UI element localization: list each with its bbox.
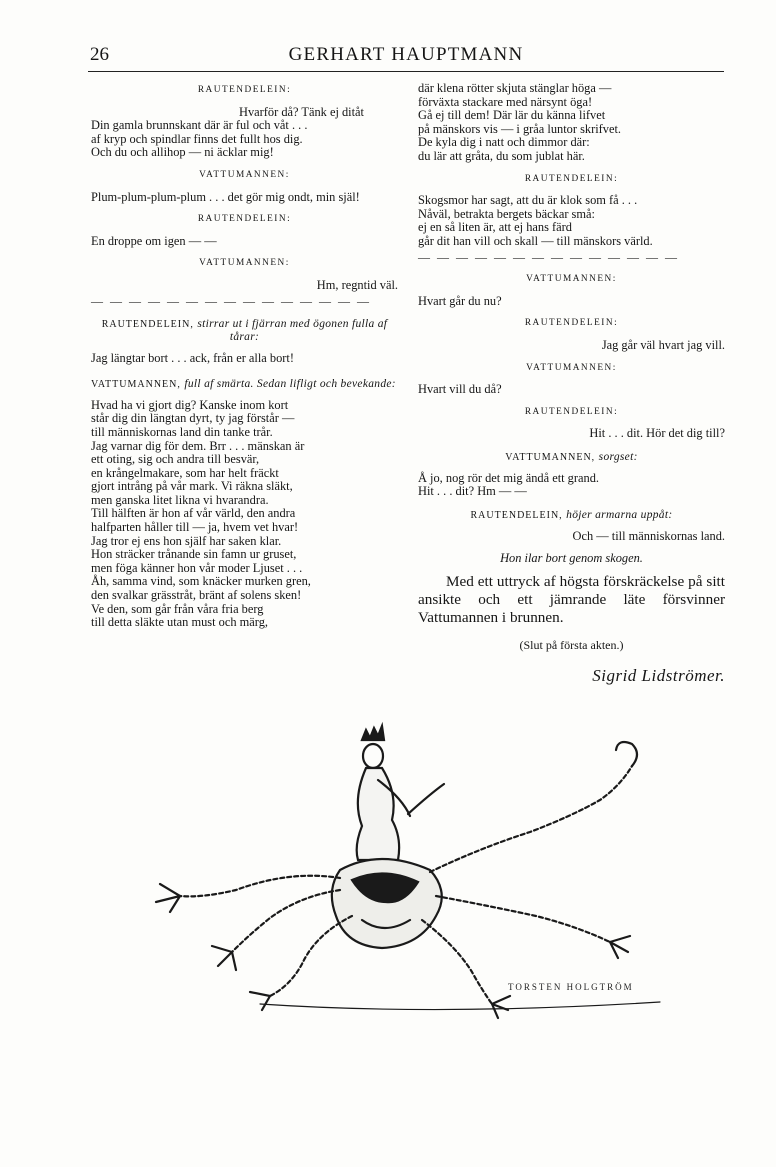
- illustration-creature: [140, 720, 730, 1020]
- verse-line: men föga känner hon vår moder Ljuset . . .: [91, 560, 303, 575]
- claw-right: [492, 742, 637, 1018]
- speaker-label: VATTUMANNEN,: [91, 378, 181, 390]
- speaker-label: VATTUMANNEN:: [526, 274, 617, 285]
- verse-line: Å jo, nog rör det mig ändå ett grand.: [418, 470, 599, 485]
- verse-line: Jag längtar bort . . . ack, från er alla bort!: [91, 351, 294, 366]
- stage-direction: höjer armarna uppåt:: [566, 509, 673, 522]
- tentacle-right-upper: [430, 766, 632, 872]
- header-rule: [88, 71, 724, 72]
- verse-line: gjort intrång på vår mark. Vi räkna släkt,: [91, 479, 293, 494]
- author-signature: Sigrid Lidströmer.: [592, 665, 725, 685]
- verse-line: af kryp och spindlar finns det fullt hos dig.: [91, 131, 303, 146]
- verse-line: där klena rötter skjuta stänglar höga —: [418, 81, 612, 95]
- verse-line: Hvart vill du då?: [418, 382, 502, 397]
- verse-line: Skogsmor har sagt, att du är klok som få . . .: [418, 193, 638, 208]
- verse-line: halfparten håller till — ja, hvem vet hvar!: [91, 520, 299, 535]
- verse-line: ej en så liten är, att ej hans färd: [418, 220, 572, 235]
- ground-line: [260, 1002, 660, 1010]
- speaker-label: VATTUMANNEN:: [526, 362, 617, 373]
- tentacle-right-mid: [436, 896, 610, 942]
- verse-line: på mänskors vis — i gråa luntor skrifvet.: [418, 121, 622, 136]
- page-header: [88, 42, 724, 70]
- speaker-label: RAUTENDELEIN:: [524, 318, 619, 329]
- act-end-note: (Slut på första akten.): [519, 638, 624, 653]
- verse-line: Nåväl, betrakta bergets bäckar små:: [418, 206, 595, 221]
- crown-icon: [362, 726, 384, 740]
- narration-paragraph: Med ett uttryck af högsta förskräckelse på sitt ansikte och ett jämrande läte försvinner Vattumannen i brunnen.: [418, 573, 725, 627]
- verse-line: Hvart går du nu?: [418, 293, 502, 308]
- verse-line: Din gamla brunnskant där är ful och våt . . .: [91, 118, 308, 133]
- verse-line: En droppe om igen — —: [91, 233, 217, 248]
- verse-line: Till hälften är hon af vår värld, den andra: [91, 506, 296, 521]
- speaker-label: RAUTENDELEIN:: [524, 406, 619, 417]
- speaker-label: RAUTENDELEIN,: [101, 319, 194, 331]
- verse-line: De kyla dig i natt och dimmor där:: [418, 135, 590, 150]
- figure-head: [363, 744, 383, 768]
- tentacle-left-lower: [270, 916, 352, 996]
- right-column: [418, 81, 725, 685]
- verse-line: den svalkar grässtråt, bränt af solens sken!: [91, 588, 302, 603]
- dash-rule: — — — — — — — — — — — — — —: [418, 249, 679, 264]
- verse-line: Hvad ha vi gjort dig? Kanske inom kort: [91, 397, 289, 412]
- verse-line: du lär att gråta, du som jublat här.: [418, 148, 585, 163]
- stage-direction: full af smärta. Sedan lifligt och bevekande:: [184, 377, 396, 390]
- verse-line: Hm, regntid väl.: [316, 277, 398, 292]
- verse-line: Hon sträcker trånande sin famn ur gruset,: [91, 547, 297, 562]
- creature-body: [332, 859, 442, 948]
- verse-line: men ganska litet likna vi hvarandra.: [91, 492, 269, 507]
- verse-line: Gå ej till dem! Där lär du känna lifvet: [418, 108, 606, 123]
- left-column: [91, 82, 398, 630]
- verse-line: Plum-plum-plum-plum . . . det gör mig ondt, min själ!: [91, 189, 360, 204]
- verse-line: Hit . . . dit? Hm — —: [418, 484, 527, 499]
- verse-line: Ve den, som går från våra fria berg: [91, 601, 264, 616]
- verse-line: står dig din längtan dyrt, ty jag förstår —: [91, 411, 295, 426]
- stage-direction: stirrar ut i fjärran med ögonen fulla af tårar:: [197, 318, 388, 344]
- stage-direction: sorgset:: [598, 450, 638, 463]
- speaker-with-direction: [418, 451, 725, 464]
- speaker-with-direction: [91, 378, 398, 391]
- verse-line: en krångelmakare, som har helt fräckt: [91, 465, 279, 480]
- tentacle-left-upper: [180, 876, 340, 897]
- verse-line: till detta släkte utan must och märg,: [91, 615, 268, 630]
- stage-direction: Hon ilar bort genom skogen.: [500, 550, 643, 565]
- tentacle-left-mid: [232, 890, 340, 952]
- tentacle-right-lower: [422, 920, 492, 1004]
- dash-rule: — — — — — — — — — — — — — — —: [91, 293, 371, 308]
- speaker-label: VATTUMANNEN:: [199, 169, 290, 180]
- verse-line: Hvarför då? Tänk ej ditåt: [239, 104, 365, 119]
- verse-line: Hit . . . dit. Hör det dig till?: [589, 426, 725, 441]
- verse-line: förväxta stackare med närsynt öga!: [418, 94, 593, 109]
- speaker-label: RAUTENDELEIN:: [524, 173, 619, 184]
- illustrator-signature: TORSTEN HOLGTRÖM: [508, 982, 634, 992]
- speaker-label: VATTUMANNEN,: [505, 451, 596, 463]
- speaker-label: VATTUMANNEN:: [199, 258, 290, 269]
- verse-line: ett oting, sig och andra till besvär,: [91, 452, 260, 467]
- verse-line: Jag varnar dig för dem. Brr . . . mänskan är: [91, 438, 305, 453]
- speaker-with-direction: [418, 509, 725, 522]
- verse-line: Jag går väl hvart jag vill.: [601, 337, 725, 352]
- running-head: GERHART HAUPTMANN: [288, 44, 524, 65]
- speaker-label: RAUTENDELEIN:: [197, 85, 292, 95]
- verse-line: Och du och allihop — ni äcklar mig!: [91, 145, 274, 160]
- speaker-label: RAUTENDELEIN:: [197, 214, 292, 225]
- verse-line: till människornas land din tanke trår.: [91, 424, 273, 439]
- verse-line: Åh, samma vind, som knäcker murken gren,: [91, 574, 311, 589]
- speaker-with-direction: [91, 318, 398, 344]
- speaker-label: RAUTENDELEIN,: [470, 510, 563, 522]
- figure-dress: [357, 768, 399, 860]
- verse-line: Och — till människornas land.: [572, 529, 725, 544]
- claw-left: [156, 884, 270, 1010]
- page-number: 26: [90, 44, 109, 65]
- verse-line: går dit han vill och skall — till mänskors värld.: [418, 233, 653, 248]
- verse-line: Jag tror ej ens hon själf har saken klar.: [91, 533, 282, 548]
